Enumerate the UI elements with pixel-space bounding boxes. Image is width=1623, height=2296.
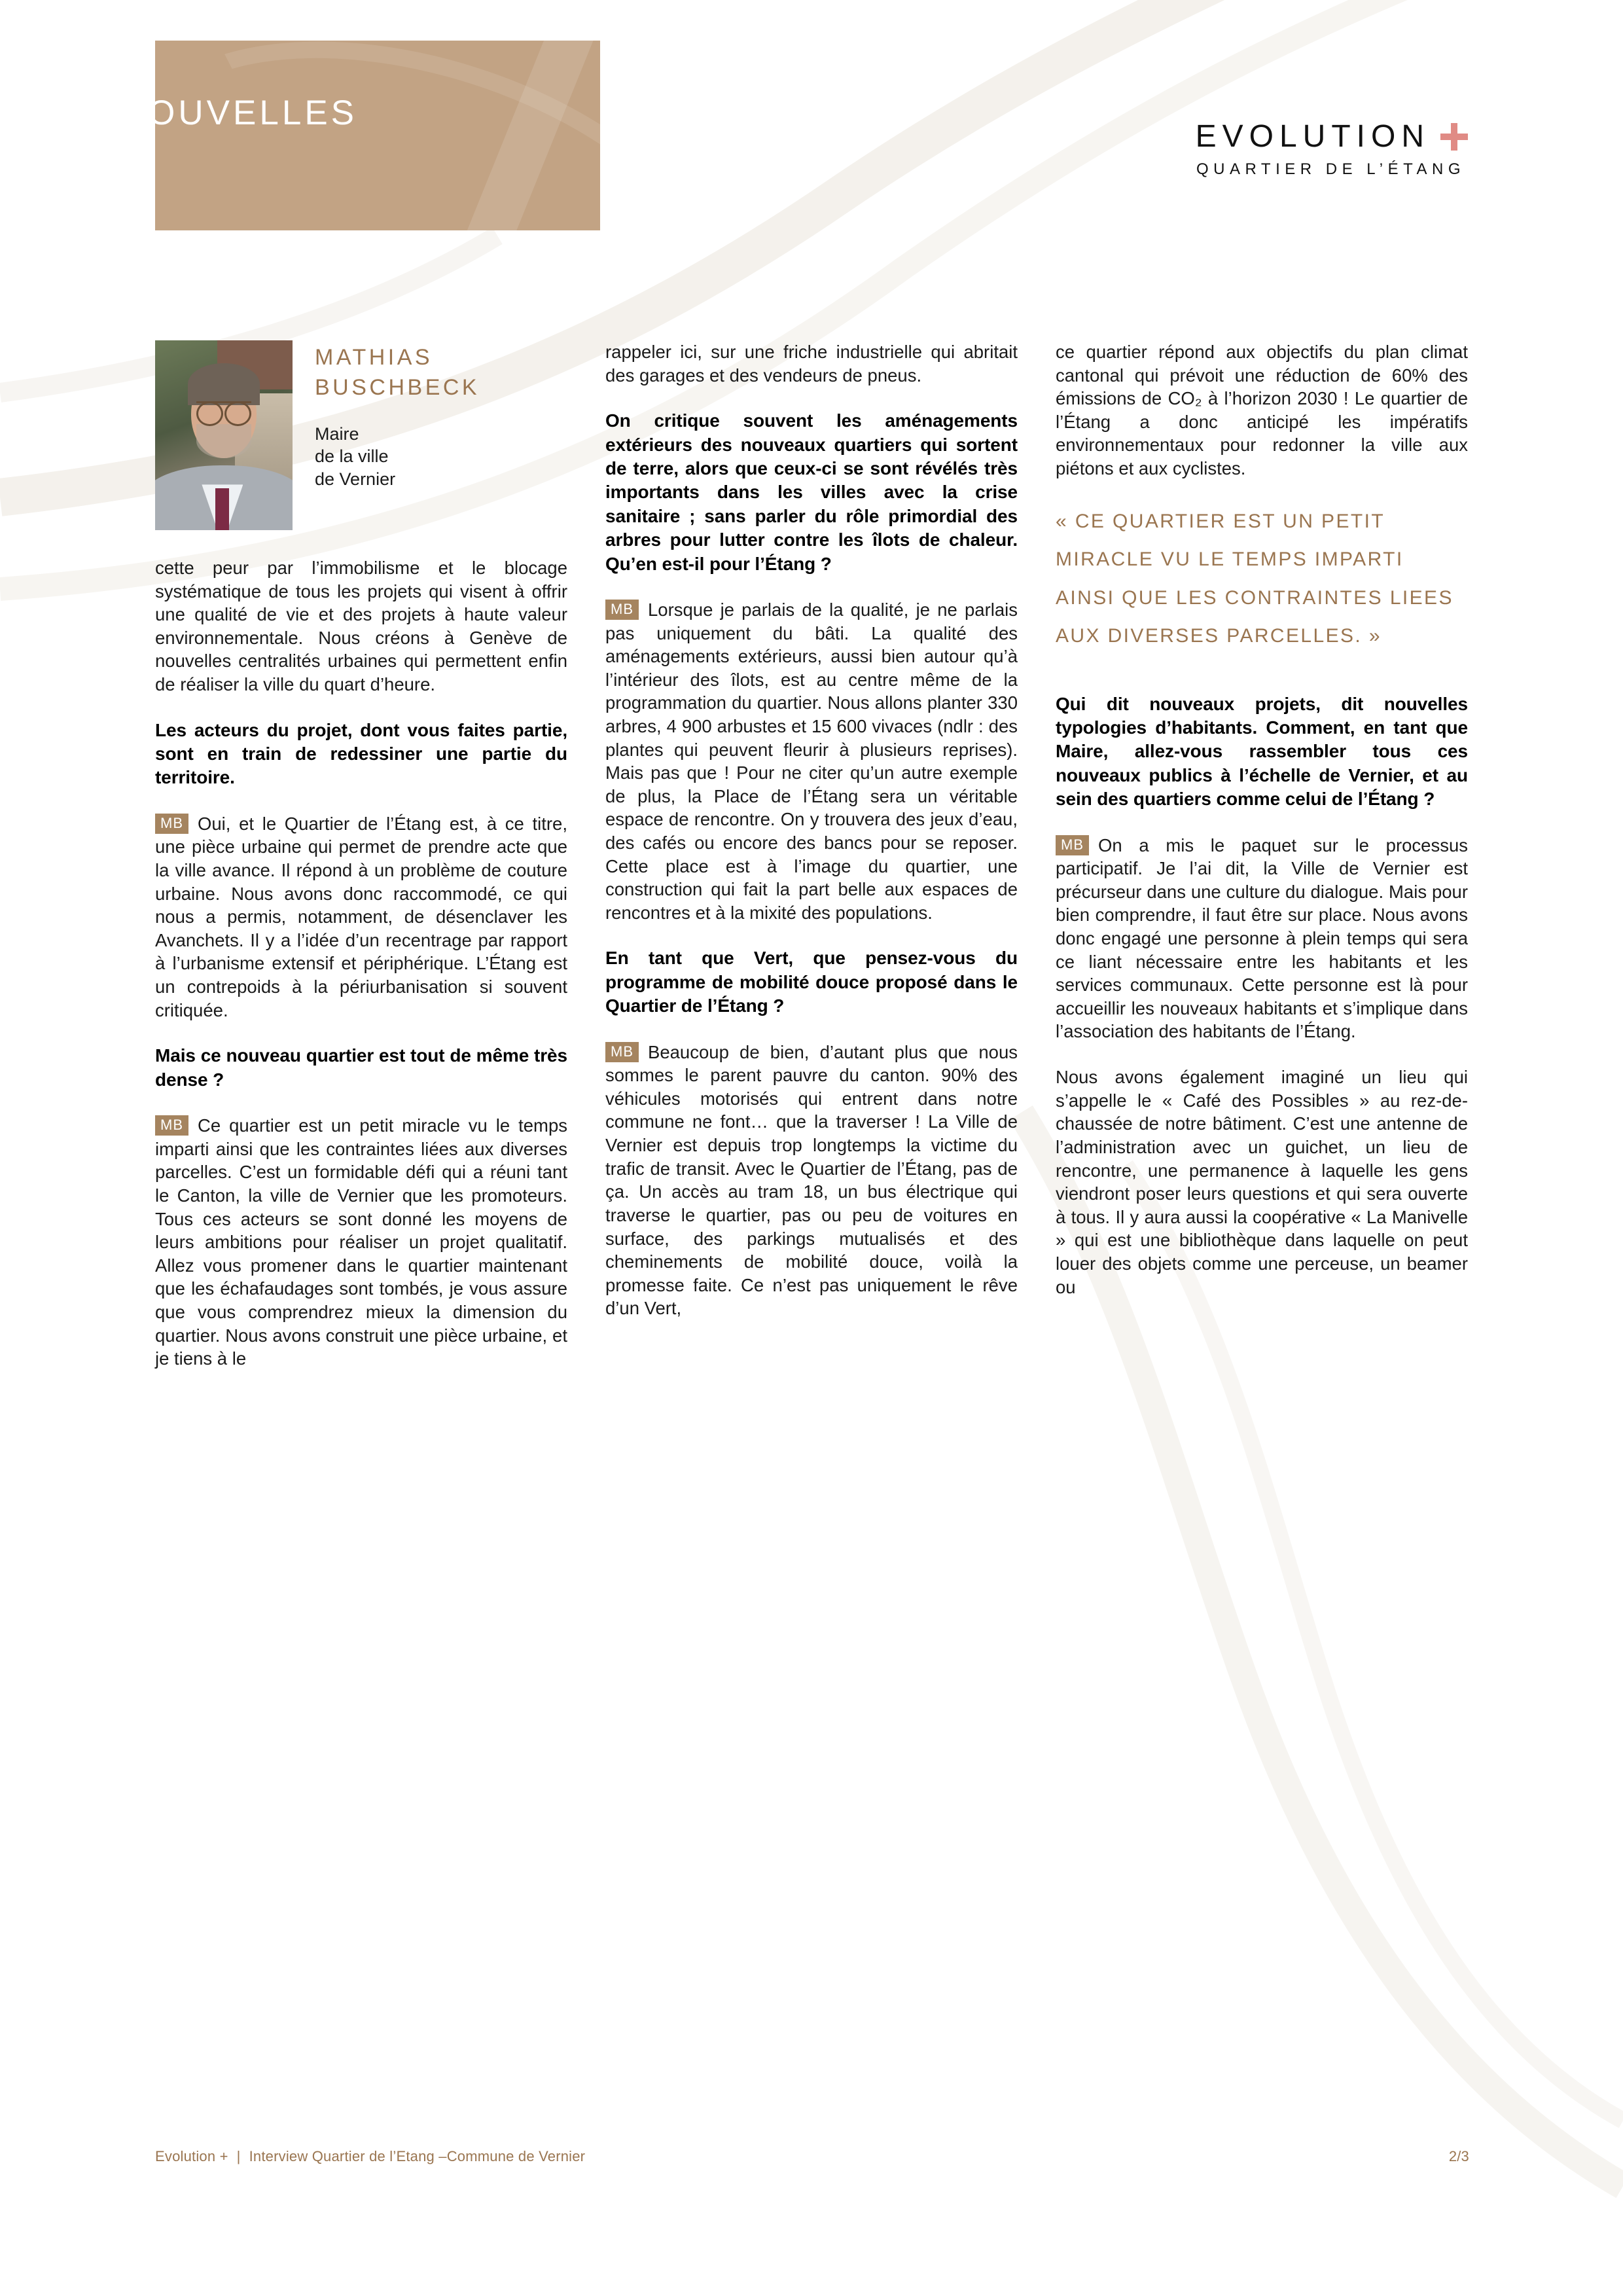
column-2 [605,340,1018,1371]
masthead-date: 26.08.2021 [31,143,147,164]
author-name-first: MATHIAS [315,345,433,370]
speaker-badge: MB [1056,835,1089,855]
column-2-blocks [605,340,1018,1320]
three-column-layout [155,340,1469,1371]
interview-question: Qui dit nouveaux projets, dit nouvelles typologies d’habitants. Comment, en tant que Maire, allez-vous rassembler tous ces nouveaux publics à l’échelle de Vernier, et au sein des quartiers comme celui de l’Étang ? [1056,693,1468,810]
author-role-line-3: de Vernier [315,469,396,489]
interview-question: On critique souvent les aménagements extérieurs des nouveaux quartiers qui sortent de terre, alors que ceux-ci se sont révélés très importants dans les villes avec la crise sanitaire ; sans parler du rôle primordial des arbres pour lutter contre les îlots de chaleur. Qu’en est-il pour l’Étang ? [605,410,1018,574]
author-block [155,340,567,530]
speaker-badge: MB [155,1115,188,1136]
column-3 [1056,340,1468,1371]
speaker-badge: MB [155,814,188,834]
column-1-blocks [155,556,567,1371]
avatar [155,340,293,530]
footer-brand: Evolution + [155,2148,228,2164]
column-3-blocks [1056,340,1468,1299]
footer-separator: | [236,2148,241,2164]
speaker-badge: MB [605,1042,639,1062]
body-paragraph: rappeler ici, sur une friche industrielle qui abritait des garages et des vendeurs de pneus. [605,342,1018,386]
interview-answer: MB Lorsque je parlais de la qualité, je ne parlais pas uniquement du bâti. La qualité des aménagements extérieurs, aussi bien autour qu’à l’intérieur des îlots, est au centre même de la programmation du quartier. Nous allons planter 330 arbres, 4 900 arbustes et 15 600 vivaces (ndlr : des plantes qui peuvent fleurir à plusieurs reprises). Mais pas que ! Pour ne citer qu’un autre exemple de plus, la Place de l’Étang sera un véritable espace de rencontre. On y trouvera des jeux d’eau, des cafés ou encore des bancs pour se reposer. Cette place est à l’image du quartier, une construction qui fait la part belle aux espaces de rencontres et à la mixité des populations. [605,599,1018,923]
speaker-badge: MB [605,600,639,620]
interview-question: Mais ce nouveau quartier est tout de même très dense ? [155,1045,567,1090]
plus-icon [1440,123,1468,151]
article-body [155,340,1469,1371]
body-paragraph: cette peur par l’immobilisme et le blocage systématique de tous les projets qui visent à offrir une qualité de vie et des projets à haute valeur environnementale. Nous créons à Genève de nouvelles centralités urbaines qui permettent enfin de réaliser la ville du quart d’heure. [155,558,567,695]
author-role-line-1: Maire [315,423,359,444]
brand-name: EVOLUTION [1195,119,1430,154]
author-role [315,423,480,491]
brand-logo [1196,121,1468,179]
footer-left [155,2148,585,2165]
body-paragraph: Nous avons également imaginé un lieu qui s’appelle le « Café des Possibles » au rez-de-chaussée de notre bâtiment. C’est une antenne de l’administration avec un guichet, un lieu de rencontre, une permanence à laquelle les gens viendront poser leurs questions et qui sera ouverte à tous. Il y aura aussi la coopérative « La Manivelle » qui est une bibliothèque dans laquelle on peut louer des objets comme une perceuse, un beamer ou [1056,1067,1468,1297]
brand-subtitle: QUARTIER DE L’ÉTANG [1196,160,1465,178]
author-name-last: BUSCHBECK [315,374,480,400]
interview-question: Les acteurs du projet, dont vous faites partie, sont en train de redessiner une partie du territoire. [155,719,567,788]
footer-description: Interview Quartier de l’Etang –Commune de Vernier [249,2148,586,2164]
column-1 [155,340,567,1371]
interview-answer: MB Ce quartier est un petit miracle vu le temps imparti ainsi que les contraintes liées aux diverses parcelles. C’est un formidable défi qui a réuni tant le Canton, la ville de Vernier que les promoteurs. Tous ces acteurs se sont donné les moyens de leurs ambitions pour réaliser un projet qualitatif. Allez vous promener dans le quartier maintenant que les échafaudages sont tombés, je vous assure que vous comprendrez mieux la dimension du quartier. Nous avons construit une pièce urbaine, et je tiens à le [155,1115,567,1369]
author-name [315,343,480,403]
interview-answer: MB Oui, et le Quartier de l’Étang est, à ce titre, une pièce urbaine qui permet de prendre acte que la ville avance. Il répond à un problème de couture urbaine. Nous avons donc raccommodé, ce qui nous a permis, notamment, de désenclaver les Avanchets. Il y a l’idée d’un recentrage par rapport à l’urbanisme extensif et périphérique. L’Étang est un contrepoids à la périurbanisation si souvent critiquée. [155,813,567,1020]
body-paragraph: ce quartier répond aux objectifs du plan climat cantonal qui prévoit une réduction de 60% des émissions de CO₂ à l’horizon 2030 ! Le quartier de l’Étang a donc anticipé les impératifs environnementaux pour redonner la ville aux piétons et aux cyclistes. [1056,342,1468,479]
pull-quote: « CE QUARTIER EST UN PETIT MIRACLE VU LE TEMPS IMPARTI AINSI QUE LES CONTRAINTES LIEES AUX DIVERSES PARCELLES. » [1056,510,1454,647]
interview-answer: MB Beaucoup de bien, d’autant plus que nous sommes le parent pauvre du canton. 90% des véhicules motorisés qui entrent dans notre commune ne font… que la traverser ! La Ville de Vernier est depuis trop longtemps la victime du trafic de transit. Avec le Quartier de l’Étang, pas de ça. Un accès au tram 18, un bus électrique qui traverse le quartier, pas ou peu de voitures en surface, des parkings mutualisés et des cheminements de mobilité douce, voilà la promesse faite. Ce n’est pas uniquement le rêve d’un Vert, [605,1041,1018,1319]
masthead-banner [155,41,600,230]
interview-answer: MB On a mis le paquet sur le processus participatif. Je l’ai dit, la Ville de Vernier est précurseur dans une culture du dialogue. Mais pour bien comprendre, il faut être sur place. Nous avons donc engagé une personne à plein temps qui sera ce liant nécessaire entre les habitants et les services communaux. Cette personne est là pour accueillir les nouveaux habitants et s’implique dans l’association des habitants de l’Étang. [1056,834,1468,1042]
masthead-title: LES NOUVELLES [31,94,358,132]
author-role-line-2: de la ville [315,446,389,467]
page-number: 2/3 [1448,2148,1469,2164]
page-footer [155,2148,1469,2165]
page-header [0,0,1623,275]
author-meta [315,340,480,530]
interview-question: En tant que Vert, que pensez-vous du programme de mobilité douce proposé dans le Quartier de l’Étang ? [605,948,1018,1016]
